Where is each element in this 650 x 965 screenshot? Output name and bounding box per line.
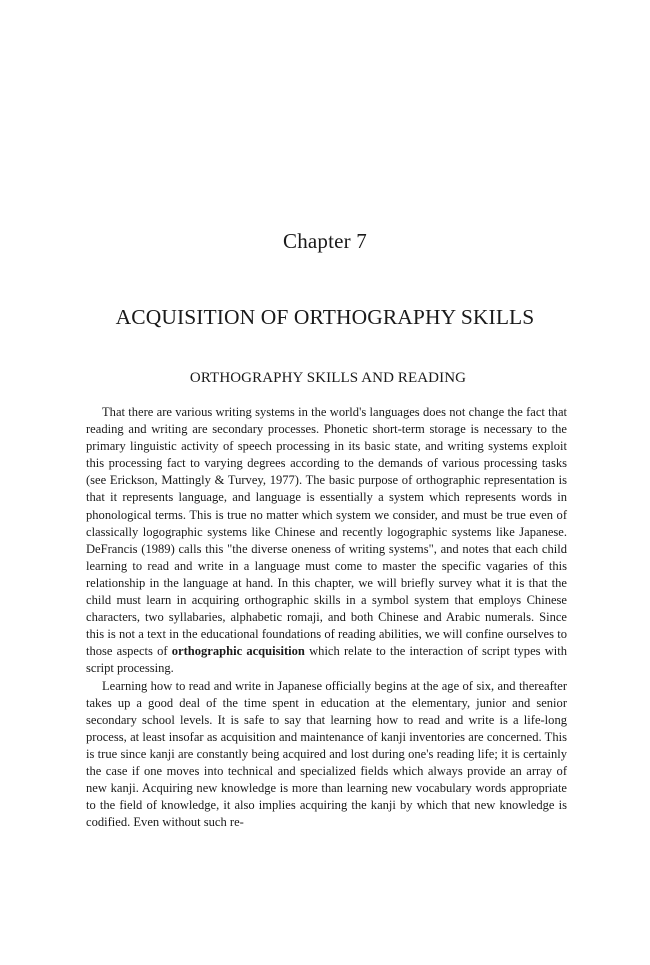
body-text [86, 404, 567, 831]
paragraph-2: Learning how to read and write in Japanese officially begins at the age of six, and thereafter takes up a good deal of the time spent in education at the elementary, junior and senior secondary school levels. It is safe to say that learning how to read and write is a life-long process, at least insofar as acquisition and maintenance of kanji inventories are concerned. This is true since kanji are constantly being acquired and lost during one's reading life; it is certainly the case if one moves into technical and specialized fields which always provide an array of new kanji. Acquiring new knowledge is more than learning new vocabulary words appropriate to the field of knowledge, it also implies acquiring the kanji by which that new knowledge is codified. Even without such re- [86, 678, 567, 830]
paragraph-1-text: That there are various writing systems in the world's languages does not change the fact that reading and writing are secondary processes. Phonetic short-term storage is necessary to the primary linguistic activity of speech processing in its basic state, and writing systems exploit this processing fact to varying degrees according to the demands of various processing tasks (see Erickson, Mattingly & Turvey, 1977). The basic purpose of orthographic representation is that it represents language, and language is essentially a system which represents words in phonological terms. This is true no matter which system we consider, and must be true even of classically logographic systems like Chinese and recently logographic systems like Japanese. DeFrancis (1989) calls this "the diverse oneness of writing systems", and notes that each child learning to read and write in a language must come to master the specific vagaries of this relationship in the language at hand. In this chapter, we will briefly survey what it is that the child must learn in acquiring orthographic skills in a symbol system that employs Chinese characters, two syllabaries, alphabetic romaji, and both Chinese and Arabic numerals. Since this is not a text in the educational foundations of reading abilities, we will confine ourselves to those aspects of [86, 405, 567, 659]
chapter-title: ACQUISITION OF ORTHOGRAPHY SKILLS [115, 305, 535, 329]
paragraph-1-text-end: which relate to the interaction of script types with script processing. [86, 644, 568, 676]
emphasis-term: orthographic acquisition [171, 644, 305, 659]
chapter-number: Chapter 7 [282, 229, 368, 253]
section-heading: ORTHOGRAPHY SKILLS AND READING [189, 370, 467, 386]
paragraph-1 [86, 404, 567, 678]
